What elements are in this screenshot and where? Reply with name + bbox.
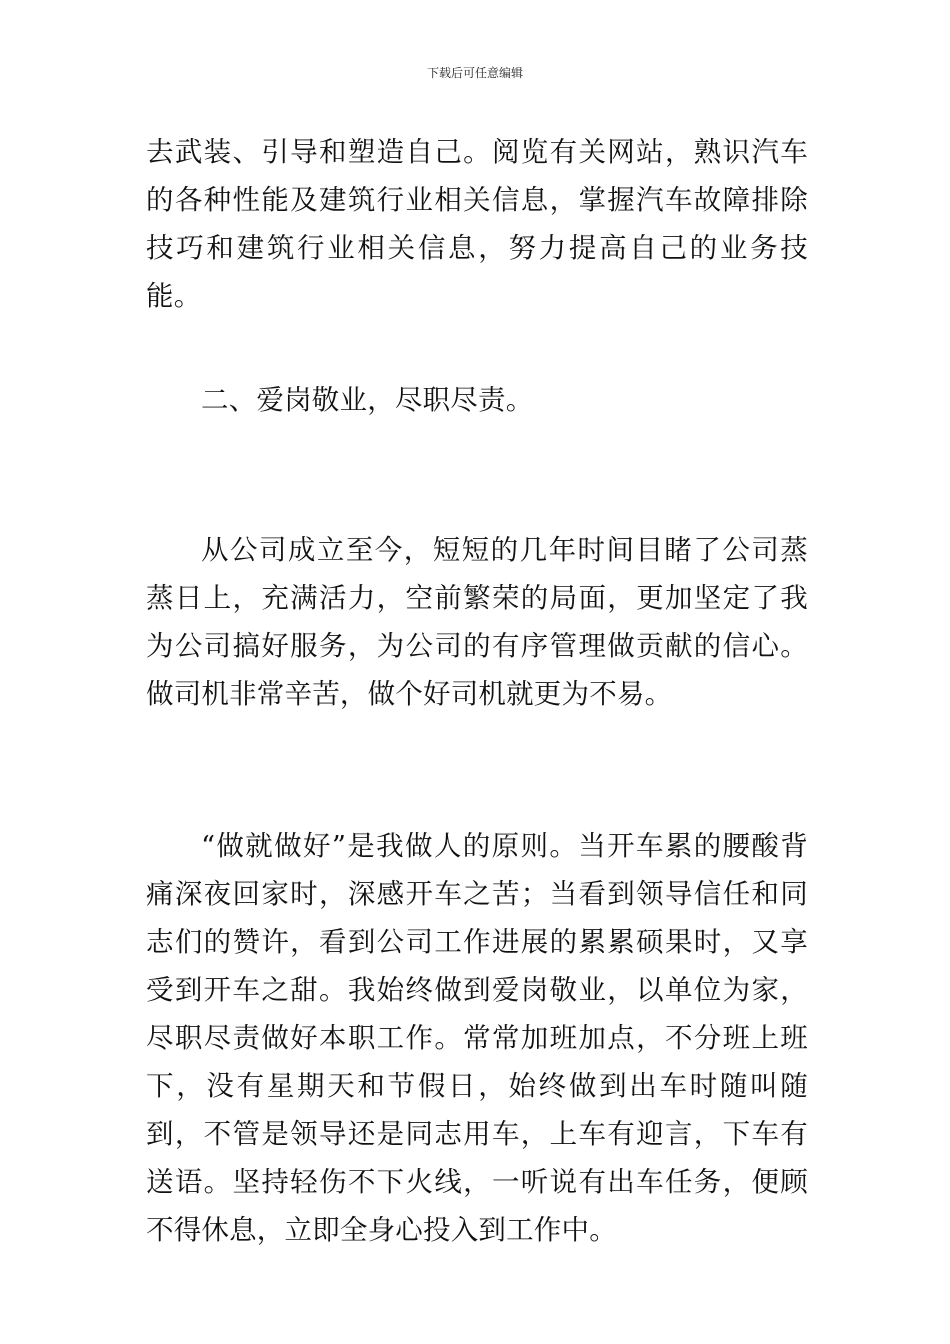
paragraph: “做就做好”是我做人的原则。当开车累的腰酸背痛深夜回家时，深感开车之苦；当看到领导信任和同志们的赞许，看到公司工作进展的累累硕果时，又享受到开车之甜。我始终做到爱岗敬业，以单位为家，尽职尽责做好本职工作。常常加班加点，不分班上班下，没有星期天和节假日，始终做到出车时随叫随到，不管是领导还是同志用车，上车有迎言，下车有送语。坚持轻伤不下火线，一听说有出车任务，便顾不得休息，立即全身心投入到工作中。 bbox=[146, 830, 808, 1246]
section-heading: 二、爱岗敬业，尽职尽责。 bbox=[201, 384, 534, 416]
paragraph: 从公司成立至今，短短的几年时间目睹了公司蒸蒸日上，充满活力，空前繁荣的局面，更加坚定了我为公司搞好服务，为公司的有序管理做贡献的信心。做司机非常辛苦，做个好司机就更为不易。 bbox=[146, 534, 808, 710]
paragraph-continuation: 去武装、引导和塑造自己。阅览有关网站，熟识汽车的各种性能及建筑行业相关信息，掌握汽车故障排除技巧和建筑行业相关信息，努力提高自己的业务技能。 bbox=[146, 136, 808, 312]
page-header: 下载后可任意编辑 bbox=[426, 66, 523, 80]
